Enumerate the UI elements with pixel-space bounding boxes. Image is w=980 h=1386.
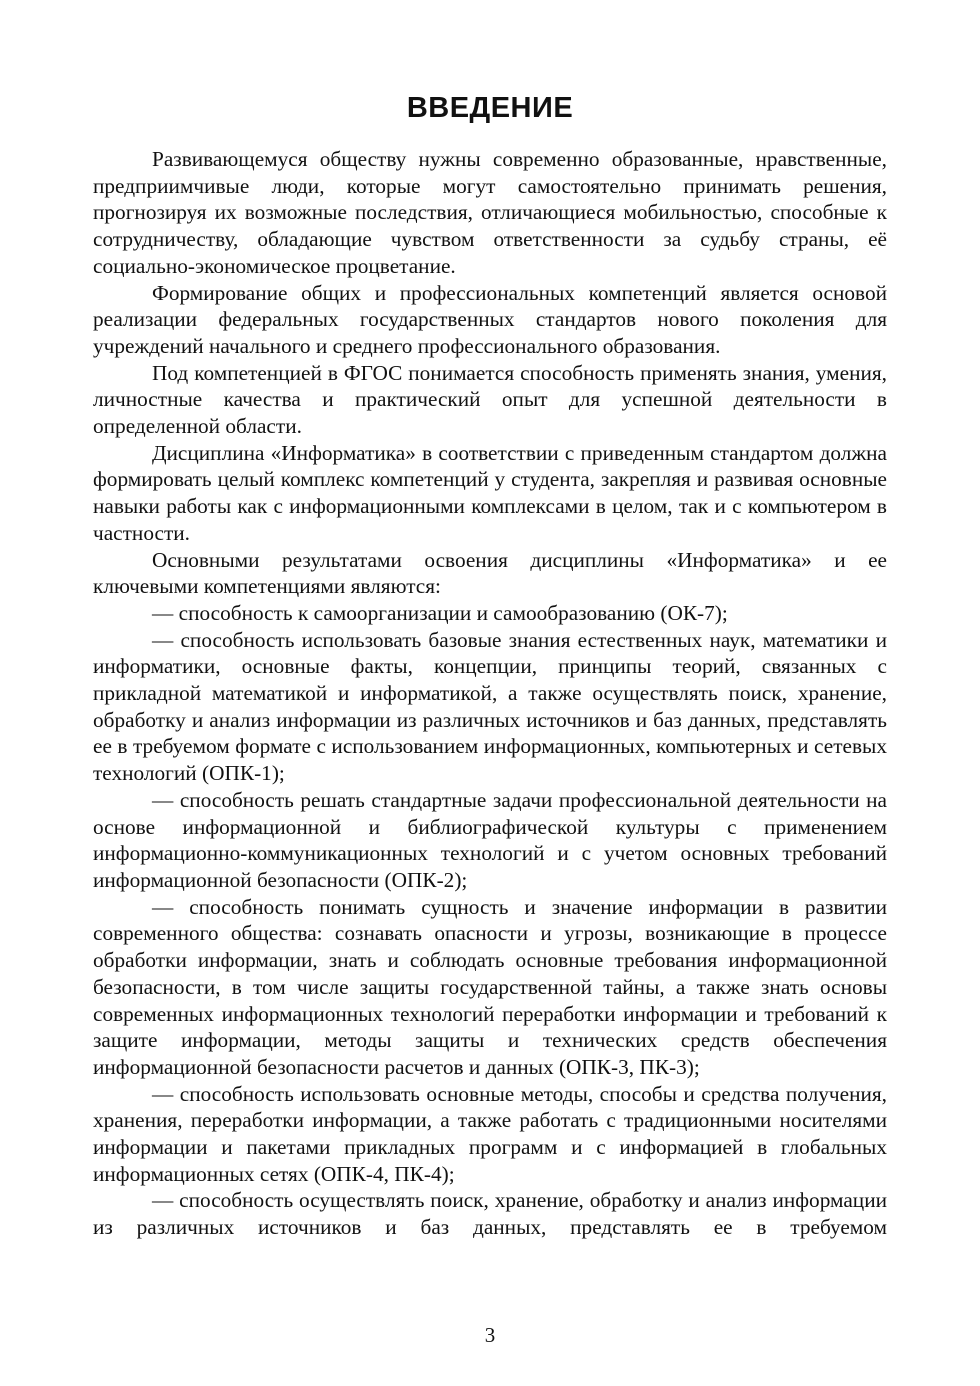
list-item-opk-4-pk-4: — способность использовать основные методы, способы и средства получения, хранения, переработки информации, а также работать с традиционными носителями информации и пакетами прикладных программ и с информацией в глобальных информационных сетях (ОПК-4, ПК-4);: [93, 1081, 887, 1186]
list-item-opk-2: — способность решать стандартные задачи профессиональной деятельности на основе информационной и библиографической культуры с применением информационно-коммуникационных технологий и с учетом основных требований информационной безопасности (ОПК-2);: [93, 787, 887, 892]
body-text: [93, 146, 887, 1241]
paragraph-results-intro: Основными результатами освоения дисциплины «Информатика» и ее ключевыми компетенциями являются:: [93, 547, 887, 599]
paragraph-competencies: Формирование общих и профессиональных компетенций является основой реализации федеральных государственных стандартов нового поколения для учреждений начального и среднего профессионального образования.: [93, 280, 887, 358]
list-item-ok-7: — способность к самоорганизации и самообразованию (ОК-7);: [152, 600, 728, 625]
paragraph-intro: Развивающемуся обществу нужны современно образованные, нравственные, предприимчивые люди, которые могут самостоятельно принимать решения, прогнозируя их возможные последствия, отличающиеся мобильностью, способные к сотрудничеству, обладающие чувством ответственности за судьбу страны, её социально-экономическое процветание.: [93, 147, 887, 278]
list-item-opk-3-pk-3: — способность понимать сущность и значение информации в развитии современного общества: сознавать опасности и угрозы, возникающие в процессе обработки информации, знать и соблюдать основные требования информационной безопасности, в том числе защиты государственной тайны, а также знать основы современных информационных технологий переработки информации и требований к защите информации, методы защиты и технических средств обеспечения информационной безопасности расчетов и данных (ОПК-3, ПК-3);: [93, 894, 887, 1079]
list-item-search-storage: — способность осуществлять поиск, хранение, обработку и анализ информации из различных источников и баз данных, представлять ее в требуемом: [93, 1188, 887, 1240]
page-title: ВВЕДЕНИЕ: [406, 92, 574, 124]
page-number: 3: [484, 1323, 496, 1347]
list-item-opk-1: — способность использовать базовые знания естественных наук, математики и информатики, основные факты, концепции, принципы теорий, связанных с прикладной математикой и информатикой, а также осуществлять поиск, хранение, обработку и анализ информации из различных источников и баз данных, представлять ее в требуемом формате с использованием информационных, компьютерных и сетевых технологий (ОПК-1);: [93, 627, 887, 786]
paragraph-fgos-definition: Под компетенцией в ФГОС понимается способность применять знания, умения, личностные качества и практический опыт для успешной деятельности в определенной области.: [93, 360, 887, 439]
paragraph-discipline: Дисциплина «Информатика» в соответствии с приведенным стандартом должна формировать целый комплекс компетенций у студента, закрепляя и развивая основные навыки работы как с информационными комплексами в целом, так и с компьютером в частности.: [93, 440, 887, 545]
